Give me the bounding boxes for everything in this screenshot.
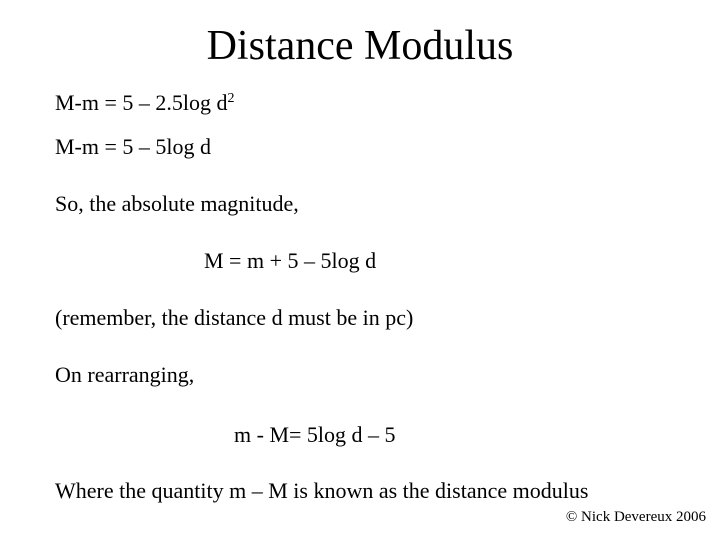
- equation-absolute-magnitude: M = m + 5 – 5log d: [204, 248, 377, 273]
- equation-simplified: M-m = 5 – 5log d: [55, 134, 212, 159]
- equation-superscript: 2: [227, 91, 235, 106]
- copyright-credit: © Nick Devereux 2006: [565, 509, 706, 525]
- statement-rearranging: On rearranging,: [55, 362, 195, 387]
- equation-distance-modulus: m - M= 5log d – 5: [234, 422, 396, 447]
- equation-magnitude-difference: [55, 85, 235, 117]
- statement-absolute-magnitude: So, the absolute magnitude,: [55, 191, 299, 216]
- note-parsec: (remember, the distance d must be in pc): [55, 305, 414, 330]
- slide-title: Distance Modulus: [206, 23, 514, 69]
- definition-distance-modulus: Where the quantity m – M is known as the distance modulus: [55, 478, 589, 503]
- equation-magnitude-difference-text: M-m = 5 – 2.5log d: [55, 90, 228, 115]
